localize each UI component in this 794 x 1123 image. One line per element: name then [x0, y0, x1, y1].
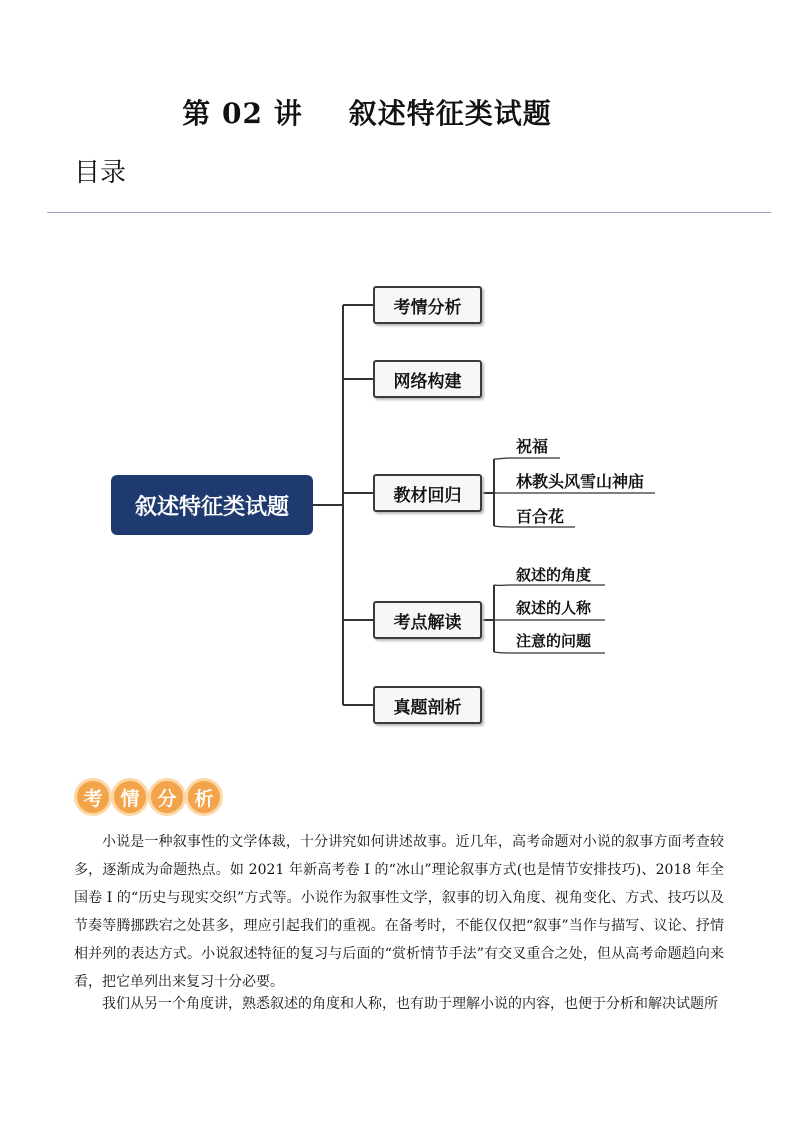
mindmap-root: 叙述特征类试题	[111, 475, 313, 535]
toc-heading: 目录	[74, 158, 127, 188]
leaf-underline-1	[494, 458, 560, 459]
badge-char: 分	[148, 778, 186, 816]
mindmap-node-jiaocai: 教材回归	[373, 474, 482, 512]
section-badge	[74, 776, 224, 820]
lecture-number: 第 02 讲	[182, 97, 303, 130]
divider	[47, 212, 771, 213]
mindmap-leaf: 百合花	[516, 507, 565, 526]
badge-char: 析	[185, 778, 223, 816]
mindmap-leaf: 林教头风雪山神庙	[516, 472, 645, 491]
body-paragraph-2: 我们从另一个角度讲，熟悉叙述的角度和人称，也有助于理解小说的内容，也便于分析和解决试题所	[102, 996, 718, 1012]
body-paragraph-1: 小说是一种叙事性的文学体裁，十分讲究如何讲述故事。近几年，高考命题对小说的叙事方面考查较多，逐渐成为命题热点。如 2021 年新高考卷 I 的“冰山”理论叙事方式(也是情节安排技巧)、2018 年全国卷 I 的“历史与现实交织”方式等。小说作为叙事性文学，叙事的切入角度、视角变化、方式、技巧以及节奏等腾挪跌宕之处甚多，理应引起我们的重视。在备考时，不能仅仅把“叙事”当作与描写、议论、抒情相并列的表达方式。小说叙述特征的复习与后面的“赏析情节手法”有交叉重合之处，但从高考命题趋向来看，把它单列出来复习十分必要。	[74, 834, 724, 990]
sub-connector-a	[482, 459, 494, 526]
badge-char: 考	[74, 778, 112, 816]
badge-char: 情	[111, 778, 149, 816]
mindmap-node-kaodian: 考点解读	[373, 601, 482, 639]
mindmap-leaf: 祝福	[516, 437, 549, 456]
mindmap-leaf: 注意的问题	[516, 632, 592, 650]
sub-connector-b	[482, 585, 494, 652]
mindmap-node-wangluo: 网络构建	[373, 360, 482, 398]
lecture-title: 叙述特征类试题	[348, 97, 552, 130]
mindmap-leaf: 叙述的角度	[516, 566, 592, 584]
mindmap-leaf: 叙述的人称	[516, 599, 592, 617]
mindmap-node-kaoqing: 考情分析	[373, 286, 482, 324]
page-title	[0, 92, 734, 132]
leaf-underline-6	[494, 652, 605, 653]
mindmap-node-zhenti: 真题剖析	[373, 686, 482, 724]
